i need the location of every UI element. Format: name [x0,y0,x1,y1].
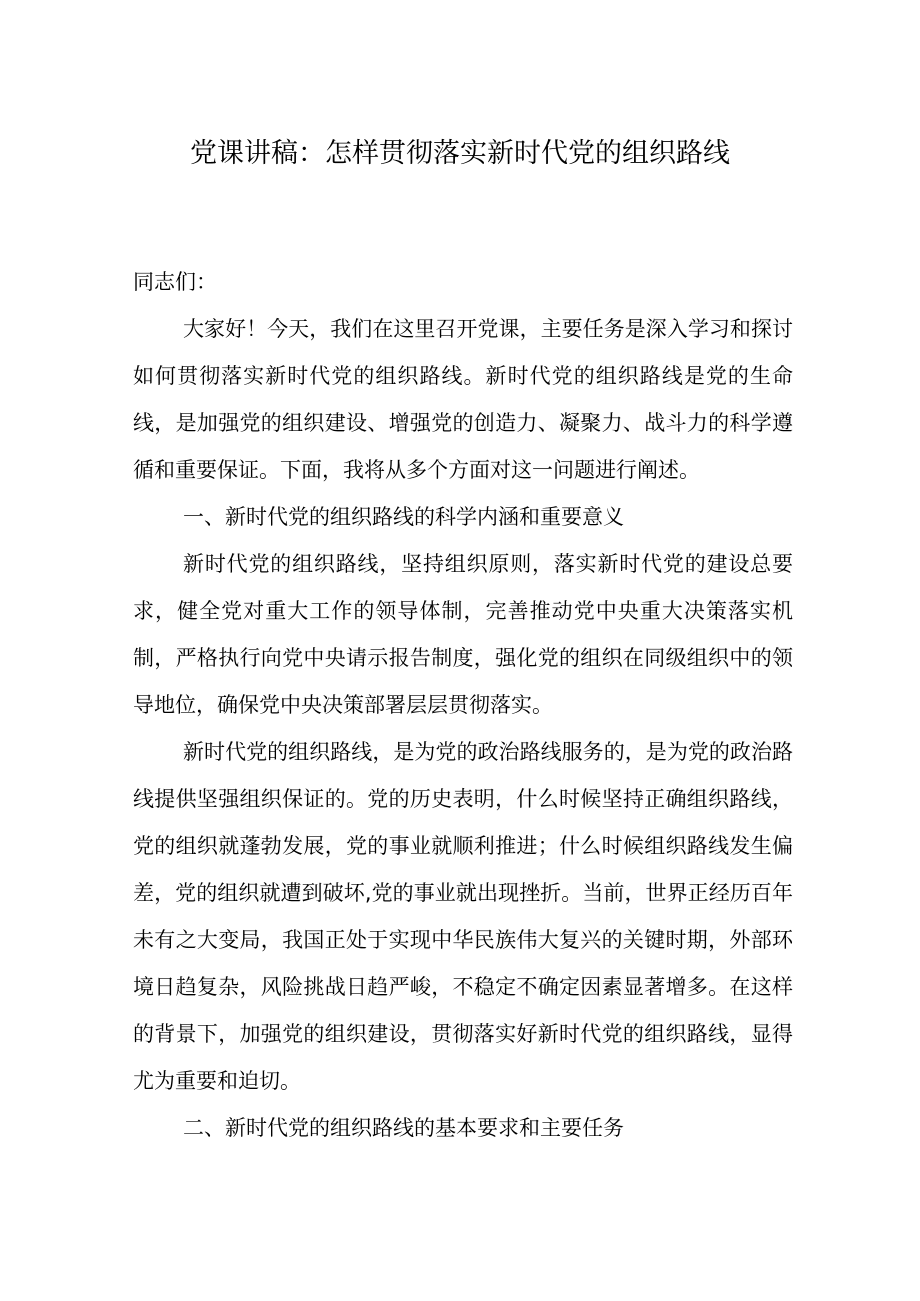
paragraph-section1-a: 新时代党的组织路线，坚持组织原则，落实新时代党的建设总要求，健全党对重大工作的领导体制，完善推动党中央重大决策落实机制，严格执行向党中央请示报告制度，强化党的组织在同级组织中的领导地位，确保党中央决策部署层层贯彻落实。 [133,552,793,717]
document-title: 党课讲稿：怎样贯彻落实新时代党的组织路线 [190,138,730,169]
salutation: 同志们： [133,270,217,294]
document-body [133,259,793,1152]
paragraph-intro: 大家好！今天，我们在这里召开党课，主要任务是深入学习和探讨如何贯彻落实新时代党的组织路线。新时代党的组织路线是党的生命线，是加强党的组织建设、增强党的创造力、凝聚力、战斗力的科学遵循和重要保证。下面，我将从多个方面对这一问题进行阐述。 [133,317,793,482]
section-heading-2: 二、新时代党的组织路线的基本要求和主要任务 [183,1116,624,1140]
section-heading-1: 一、新时代党的组织路线的科学内涵和重要意义 [183,505,624,529]
paragraph-section1-b: 新时代党的组织路线，是为党的政治路线服务的，是为党的政治路线提供坚强组织保证的。党的历史表明，什么时候坚持正确组织路线，党的组织就蓬勃发展，党的事业就顺利推进；什么时候组织路线发生偏差，党的组织就遭到破坏,党的事业就出现挫折。当前，世界正经历百年未有之大变局，我国正处于实现中华民族伟大复兴的关键时期，外部环境日趋复杂，风险挑战日趋严峻，不稳定不确定因素显著增多。在这样的背景下，加强党的组织建设，贯彻落实好新时代党的组织路线，显得尤为重要和迫切。 [133,740,793,1093]
